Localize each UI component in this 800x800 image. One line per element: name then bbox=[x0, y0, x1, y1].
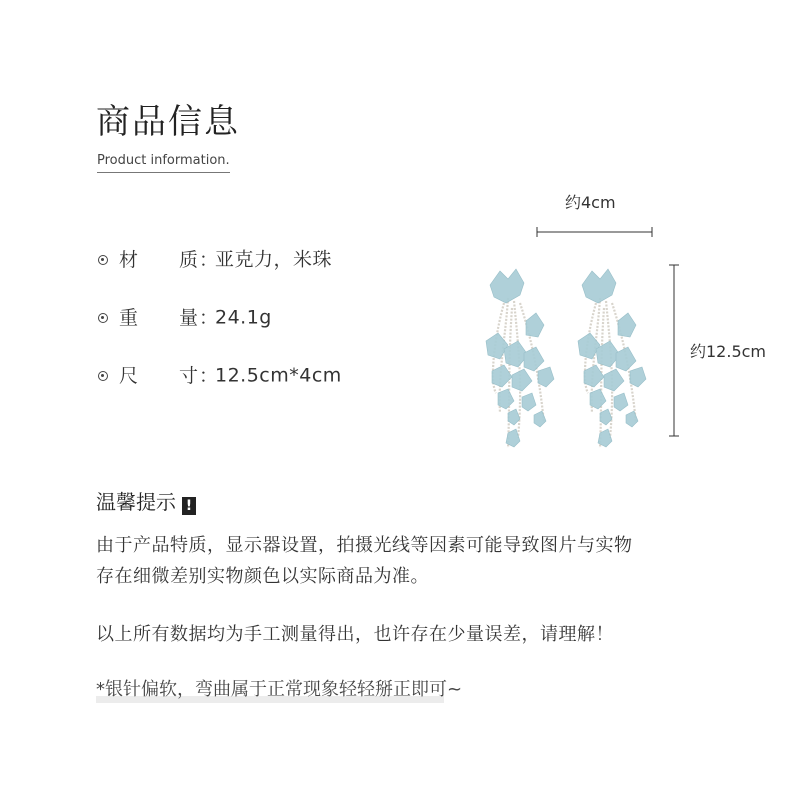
tips-paragraph-2: 以上所有数据均为手工测量得出，也许存在少量误差，请理解！ bbox=[96, 624, 614, 645]
tips-title bbox=[96, 488, 196, 516]
bullet-icon bbox=[98, 371, 108, 381]
tips-note: *银针偏软，弯曲属于正常现象轻轻掰正即可~ bbox=[96, 679, 463, 700]
page-subtitle: Product information. bbox=[97, 153, 230, 173]
product-earrings-image bbox=[470, 255, 670, 455]
spec-label: 重 量： bbox=[119, 306, 220, 329]
spec-value: 24.1g bbox=[215, 306, 272, 329]
width-dimension-line bbox=[530, 222, 660, 242]
spec-label: 尺 寸： bbox=[119, 364, 220, 387]
spec-material bbox=[98, 247, 332, 271]
height-dimension-label: 约12.5cm bbox=[690, 342, 767, 361]
exclamation-icon: ! bbox=[182, 497, 196, 515]
spec-weight bbox=[98, 305, 272, 329]
spec-size bbox=[98, 363, 342, 387]
tips-title-text: 温馨提示 bbox=[96, 490, 176, 514]
width-dimension-label: 约4cm bbox=[565, 193, 616, 212]
tips-paragraph-1-line-1: 由于产品特质，显示器设置，拍摄光线等因素可能导致图片与实物 bbox=[96, 535, 633, 556]
spec-value: 亚克力，米珠 bbox=[215, 248, 333, 271]
spec-value: 12.5cm*4cm bbox=[215, 364, 342, 387]
page-title: 商品信息 bbox=[96, 102, 240, 142]
bullet-icon bbox=[98, 313, 108, 323]
tips-paragraph-1-line-2: 存在细微差别实物颜色以实际商品为准。 bbox=[96, 566, 429, 587]
spec-label: 材 质： bbox=[119, 248, 220, 271]
bullet-icon bbox=[98, 255, 108, 265]
